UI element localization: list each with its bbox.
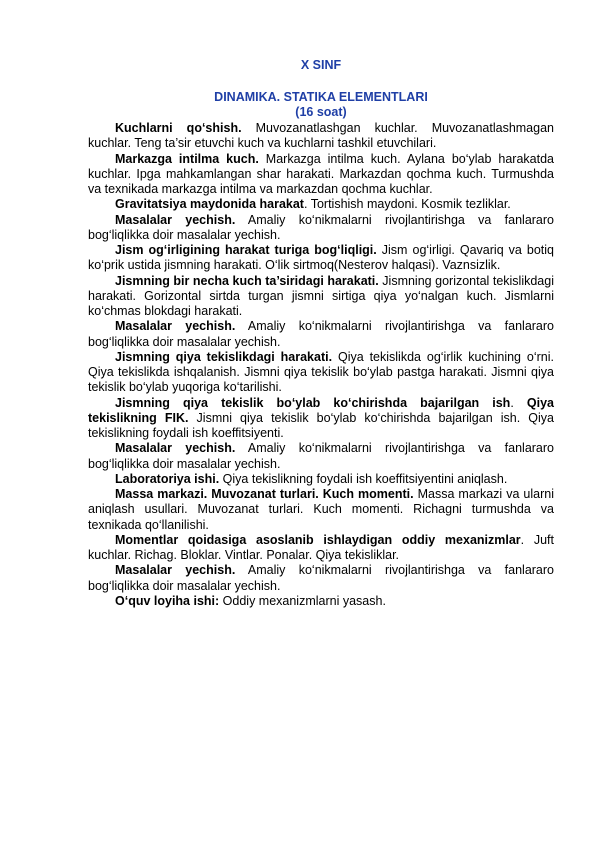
paragraph <box>88 563 554 594</box>
paragraph-heading: Jismning bir necha kuch ta’siridagi harakati. <box>115 273 379 288</box>
paragraph-heading: Momentlar qoidasiga asoslanib ishlaydigan oddiy mexanizmlar <box>115 532 521 547</box>
paragraph-heading: O‘quv loyiha ishi: <box>115 593 220 608</box>
paragraph <box>88 274 554 320</box>
paragraph <box>88 243 554 274</box>
paragraph-text: Markazga intilma kuch. Aylana bo‘ylab harakatda kuchlar. Ipga mahkamlangan shar harakati. Markazdan qochma kuch. Turmushda va texnikada markazga intilma va markazdan qochma kuchlar. <box>88 151 554 196</box>
paragraph <box>88 121 554 152</box>
paragraph-heading: Jismning qiya tekislik bo‘ylab ko‘chirishda bajarilgan ish <box>115 395 511 410</box>
paragraph-text: Jism og‘irligi. Qavariq va botiq ko‘prik ustida jismning harakati. O‘lik sirtmoq(Nesterov halqasi). Vaznsizlik. <box>88 243 554 273</box>
paragraph-text: Qiya tekislikning foydali ish koeffitsiyentini aniqlash. <box>219 471 508 486</box>
paragraph-heading: Masalalar yechish. <box>115 441 236 456</box>
paragraph-text: Amaliy ko‘nikmalarni rivojlantirishga va fanlararo bog‘liqlikka doir masalalar yechish. <box>88 212 554 242</box>
paragraph-heading: Laboratoriya ishi. <box>115 471 220 486</box>
paragraph <box>88 472 554 487</box>
paragraph-text: Amaliy ko‘nikmalarni rivojlantirishga va fanlararo bog‘liqlikka doir masalalar yechish. <box>88 441 554 471</box>
paragraph-text: . <box>510 395 527 410</box>
paragraph <box>88 594 554 609</box>
paragraph <box>88 197 554 212</box>
paragraph-text: Oddiy mexanizmlarni yasash. <box>219 593 386 608</box>
paragraph-text: Muvozanatlashgan kuchlar. Muvozanatlashmagan kuchlar. Teng ta’sir etuvchi kuch va kuchlarni tashkil etuvchilari. <box>88 121 554 151</box>
paragraph <box>88 533 554 564</box>
paragraph <box>88 350 554 396</box>
paragraph-text: Jismning gorizontal tekislikdagi harakati. Gorizontal sirtda turgan jismni sirtiga qiya yo‘nalgan kuch. Jismlarni ko‘chmas blokdagi harakati. <box>88 273 554 318</box>
paragraph-text: . Tortishish maydoni. Kosmik tezliklar. <box>303 197 511 212</box>
paragraph-heading: Jismning qiya tekislikdagi harakati. <box>115 349 333 364</box>
section-title: DINAMIKA. STATIKA ELEMENTLARI <box>214 90 428 104</box>
topic-list <box>88 121 554 609</box>
paragraph-heading-2: Qiya tekislikning FIK. <box>88 395 555 425</box>
paragraph-text: . Juft kuchlar. Richag. Bloklar. Vintlar. Ponalar. Qiya tekisliklar. <box>88 532 554 562</box>
paragraph-heading: Masalalar yechish. <box>115 563 236 578</box>
paragraph-heading: Massa markazi. Muvozanat turlari. Kuch momenti. <box>115 487 414 501</box>
paragraph <box>88 213 554 244</box>
paragraph <box>88 396 554 442</box>
grade-title: X SINF <box>300 58 342 72</box>
paragraph <box>88 441 554 472</box>
paragraph-heading: Masalalar yechish. <box>115 212 236 227</box>
paragraph <box>88 152 554 198</box>
paragraph-text: Amaliy ko‘nikmalarni rivojlantirishga va fanlararo bog‘liqlikka doir masalalar yechish. <box>88 563 554 593</box>
paragraph-heading: Masalalar yechish. <box>115 319 236 334</box>
paragraph-text: Amaliy ko‘nikmalarni rivojlantirishga va fanlararo bog‘liqlikka doir masalalar yechish. <box>88 319 554 349</box>
paragraph-heading: Jism og‘irligining harakat turiga bog‘liqligi. <box>115 243 377 257</box>
paragraph-heading: Gravitatsiya maydonida harakat <box>115 197 304 212</box>
paragraph <box>88 319 554 350</box>
hours-note: (16 soat) <box>295 105 347 119</box>
paragraph <box>88 487 554 533</box>
paragraph-text-2: Jismni qiya tekislik bo‘ylab ko‘chirishda bajarilgan ish. Qiya tekislikning foydali ish koeffitsiyenti. <box>88 410 554 440</box>
paragraph-text: Qiya tekislikda og‘irlik kuchining o‘rni. Qiya tekislikda ishqalanish. Jismni qiya tekislik bo‘ylab pastga harakati. Jismni qiya tekislik bo‘ylab yuqoriga ko‘tarilishi. <box>88 349 554 395</box>
paragraph-heading: Markazga intilma kuch. <box>115 151 259 166</box>
paragraph-heading: Kuchlarni qo‘shish. <box>115 121 242 135</box>
paragraph-text: Massa markazi va ularni aniqlash usullari. Muvozanat turlari. Kuch momenti. Richagni turmushda va texnikada qo‘llanilishi. <box>88 487 554 532</box>
